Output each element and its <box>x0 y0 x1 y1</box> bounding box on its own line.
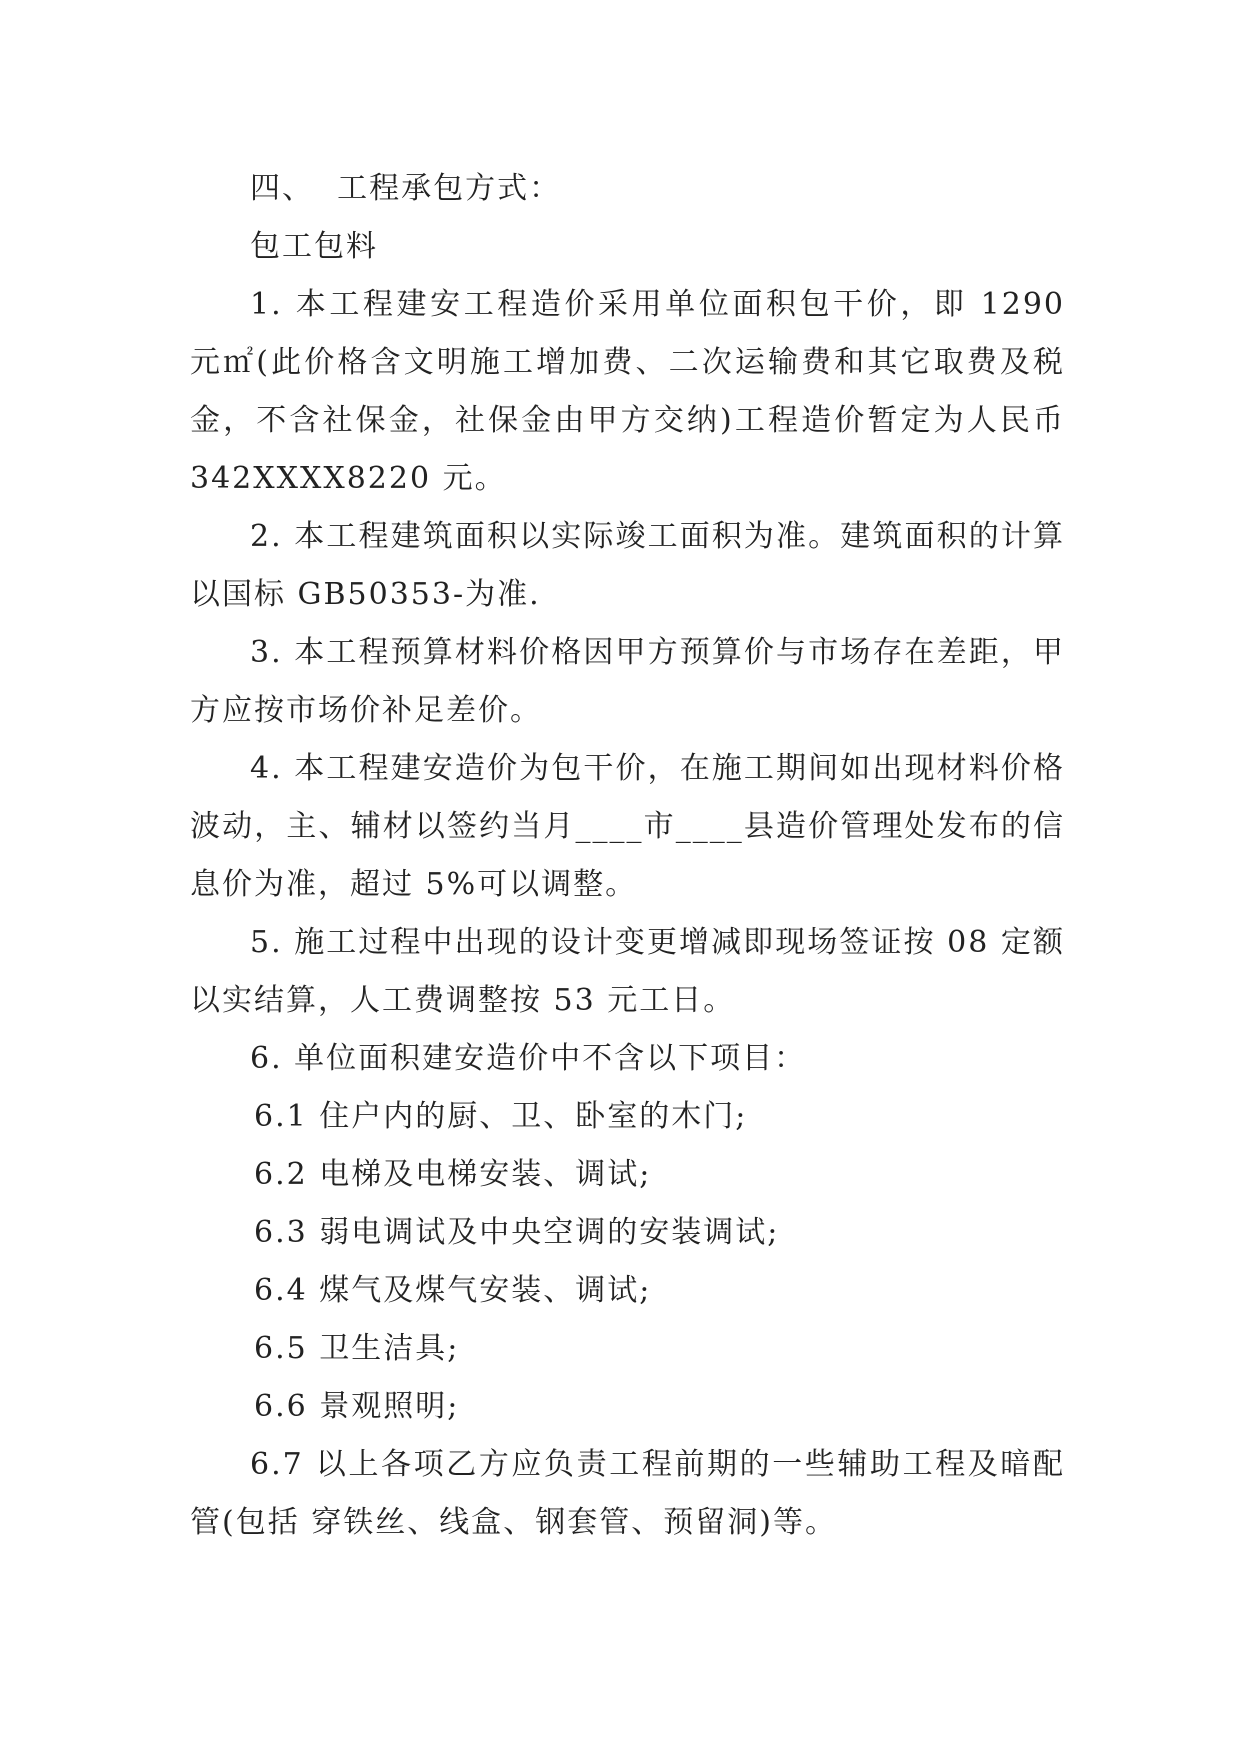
section-subheading: 包工包料 <box>250 229 378 264</box>
sub-item-6-3: 6.3 弱电调试及中央空调的安装调试; <box>254 1215 780 1250</box>
paragraph-5: 5. 施工过程中出现的设计变更增减即现场签证按 08 定额以实结算，人工费调整按 53 元工日。 <box>190 925 1065 1018</box>
document-body <box>190 160 1077 1552</box>
paragraph-1: 1. 本工程建安工程造价采用单位面积包干价，即 1290 元㎡(此价格含文明施工增加费、二次运输费和其它取费及税金，不含社保金，社保金由甲方交纳)工程造价暂定为人民币 342XXXX8220 元。 <box>190 287 1077 496</box>
paragraph-4: 4. 本工程建安造价为包干价，在施工期间如出现材料价格波动，主、辅材以签约当月____市____县造价管理处发布的信息价为准，超过 5%可以调整。 <box>190 751 1065 902</box>
paragraph-3: 3. 本工程预算材料价格因甲方预算价与市场存在差距，甲方应按市场价补足差价。 <box>190 635 1065 728</box>
section-heading: 四、 工程承包方式： <box>250 171 562 206</box>
sub-item-6-1: 6.1 住户内的厨、卫、卧室的木门; <box>254 1099 748 1134</box>
paragraph-6: 6. 单位面积建安造价中不含以下项目： <box>250 1041 807 1076</box>
sub-item-6-5: 6.5 卫生洁具; <box>254 1331 460 1366</box>
sub-item-6-4: 6.4 煤气及煤气安装、调试; <box>254 1273 652 1308</box>
paragraph-6-7: 6.7 以上各项乙方应负责工程前期的一些辅助工程及暗配管(包括 穿铁丝、线盒、钢套管、预留洞)等。 <box>190 1447 1065 1540</box>
sub-item-6-2: 6.2 电梯及电梯安装、调试; <box>254 1157 652 1192</box>
sub-item-6-6: 6.6 景观照明; <box>254 1389 460 1424</box>
paragraph-2: 2. 本工程建筑面积以实际竣工面积为准。建筑面积的计算以国标 GB50353-为准. <box>190 519 1065 612</box>
